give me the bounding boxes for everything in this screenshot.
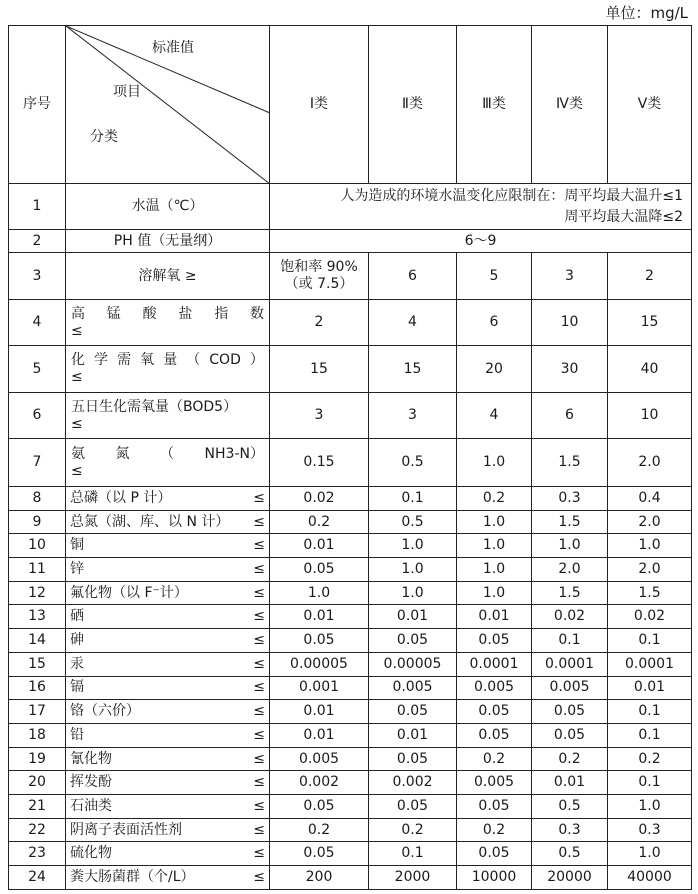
row-item <box>66 652 270 676</box>
value-cell: 0.05 <box>457 700 532 724</box>
row-no: 22 <box>9 818 66 842</box>
value-cell: 3 <box>532 253 608 300</box>
table-row <box>9 393 692 439</box>
value-cell: 15 <box>270 346 369 393</box>
row-no: 2 <box>9 230 66 253</box>
row-no: 7 <box>9 439 66 487</box>
row-item-label: 总磷（以 P 计） <box>70 489 172 506</box>
value-cell: 0.1 <box>608 700 692 724</box>
row-no: 11 <box>9 558 66 582</box>
row-item-line1 <box>71 446 264 463</box>
table-row <box>9 439 692 487</box>
value-cell: 5 <box>457 253 532 300</box>
row-item-label: 粪大肠菌群（个/L） <box>70 868 195 885</box>
row-item <box>66 866 270 890</box>
row-item <box>66 842 270 866</box>
row-no: 19 <box>9 747 66 771</box>
value-cell: 0.002 <box>270 771 369 795</box>
row-ph <box>9 230 692 253</box>
row-item-inequality: ≤ <box>253 632 265 649</box>
value-cell: 0.002 <box>369 771 457 795</box>
value-cell: 0.005 <box>532 676 608 700</box>
value-cell: 20000 <box>532 866 608 890</box>
row-item-label: 砷 <box>70 632 84 649</box>
row-no: 12 <box>9 581 66 605</box>
table-row <box>9 581 692 605</box>
value-cell: 0.05 <box>369 794 457 818</box>
value-cell: 1.5 <box>532 581 608 605</box>
header-class-2: Ⅱ类 <box>369 26 457 184</box>
value-cell: 6 <box>532 393 608 439</box>
header-class-5: Ⅴ类 <box>608 26 692 184</box>
value-cell: 1.5 <box>608 581 692 605</box>
value-cell: 2000 <box>369 866 457 890</box>
row-no: 17 <box>9 700 66 724</box>
row-item-inequality: ≤ <box>253 561 265 577</box>
table-row <box>9 771 692 795</box>
row-item-label: 挥发酚 <box>70 774 112 791</box>
row-item-inequality: ≤ <box>253 750 265 767</box>
row-item-label: 镉 <box>70 679 84 696</box>
value-cell: 2 <box>270 300 369 346</box>
row-no: 16 <box>9 676 66 700</box>
value-cell: 15 <box>608 300 692 346</box>
value-cell: 0.01 <box>608 676 692 700</box>
row-item: PH 值（无量纲） <box>66 230 270 253</box>
value-cell: 1.0 <box>369 534 457 558</box>
row-item-label: 铜 <box>70 537 84 554</box>
row-no: 3 <box>9 253 66 300</box>
value-cell: 30 <box>532 346 608 393</box>
row-no: 10 <box>9 534 66 558</box>
row-item <box>66 818 270 842</box>
value-cell: 0.2 <box>270 818 369 842</box>
row-item-line1 <box>71 399 264 416</box>
value-cell: 0.05 <box>270 629 369 653</box>
do-class1-line2: （或 7.5） <box>284 276 354 292</box>
row-item-part: 化 <box>71 352 85 369</box>
value-cell: 0.5 <box>532 842 608 866</box>
value-cell: 1.0 <box>369 581 457 605</box>
ph-value: 6～9 <box>270 230 692 253</box>
value-cell: 1.0 <box>608 534 692 558</box>
row-item-part: 量 <box>163 352 178 369</box>
value-cell: 6 <box>369 253 457 300</box>
row-item-label: 硫化物 <box>70 845 112 862</box>
value-cell: 0.5 <box>369 439 457 487</box>
value-cell: 4 <box>369 300 457 346</box>
table-row <box>9 300 692 346</box>
value-cell: 0.2 <box>608 747 692 771</box>
row-water-temperature <box>9 184 692 230</box>
header-row <box>9 26 692 184</box>
value-cell: 0.02 <box>270 487 369 511</box>
value-cell: 0.01 <box>369 723 457 747</box>
row-item <box>66 581 270 605</box>
row-item-label: 总氮（湖、库、以 N 计） <box>70 513 230 530</box>
value-cell: 0.05 <box>369 629 457 653</box>
row-item-inequality: ≤ <box>253 655 265 672</box>
table-row <box>9 629 692 653</box>
header-diagonal-cell <box>66 26 270 184</box>
value-cell: 0.4 <box>608 487 692 511</box>
table-row <box>9 700 692 724</box>
row-item-part: 学 <box>94 352 109 369</box>
row-item <box>66 700 270 724</box>
value-cell: 0.05 <box>369 700 457 724</box>
row-item-part: 指 <box>214 305 229 322</box>
value-cell: 0.05 <box>270 794 369 818</box>
value-cell: 0.05 <box>457 723 532 747</box>
value-cell: 2.0 <box>608 558 692 582</box>
row-item-part: 盐 <box>178 305 193 322</box>
row-item-label: 氟化物（以 F⁻计） <box>70 584 188 601</box>
value-cell: 10 <box>608 393 692 439</box>
value-cell: 0.1 <box>608 723 692 747</box>
row-item <box>66 558 270 582</box>
row-item-label: 铬（六价） <box>70 703 140 720</box>
value-cell: 0.05 <box>532 723 608 747</box>
value-cell: 0.05 <box>457 794 532 818</box>
row-item-line1 <box>71 352 264 369</box>
table-row <box>9 605 692 629</box>
table-row <box>9 818 692 842</box>
row-item-part: （ <box>186 352 201 369</box>
row-item-label: 石油类 <box>70 797 112 814</box>
row-dissolved-oxygen <box>9 253 692 300</box>
value-cell: 0.2 <box>457 818 532 842</box>
table-row <box>9 866 692 890</box>
value-cell: 0.2 <box>369 818 457 842</box>
value-cell: 40000 <box>608 866 692 890</box>
table-row <box>9 652 692 676</box>
value-cell: 10000 <box>457 866 532 890</box>
row-no: 13 <box>9 605 66 629</box>
row-item <box>66 747 270 771</box>
row-item-part: 需 <box>117 352 132 369</box>
row-no: 1 <box>9 184 66 230</box>
value-cell: 0.2 <box>457 747 532 771</box>
table-row <box>9 842 692 866</box>
value-cell: 0.0001 <box>457 652 532 676</box>
header-class-3: Ⅲ类 <box>457 26 532 184</box>
value-cell: 0.1 <box>369 487 457 511</box>
table-row <box>9 676 692 700</box>
table-row <box>9 794 692 818</box>
row-item-inequality: ≤ <box>71 415 83 432</box>
value-cell: 0.3 <box>532 818 608 842</box>
table-row <box>9 558 692 582</box>
value-cell: 0.1 <box>608 629 692 653</box>
row-no: 24 <box>9 866 66 890</box>
row-item <box>66 605 270 629</box>
row-item-inequality: ≤ <box>253 726 265 743</box>
value-cell: 1.5 <box>532 439 608 487</box>
value-cell: 1.0 <box>457 534 532 558</box>
row-item-part: 锰 <box>106 305 121 322</box>
row-item-inequality: ≤ <box>71 462 83 479</box>
row-item-inequality: ≤ <box>253 821 265 838</box>
value-cell: 0.05 <box>270 558 369 582</box>
value-cell: 200 <box>270 866 369 890</box>
row-item <box>66 676 270 700</box>
value-cell <box>270 253 369 300</box>
do-class1-line1: 饱和率 90% <box>280 259 358 276</box>
row-item <box>66 510 270 534</box>
header-class-4: Ⅳ类 <box>532 26 608 184</box>
value-cell: 1.0 <box>608 842 692 866</box>
value-cell: 0.15 <box>270 439 369 487</box>
value-cell: 0.5 <box>532 794 608 818</box>
value-cell: 0.01 <box>270 605 369 629</box>
row-item-inequality: ≤ <box>253 513 265 530</box>
value-cell: 15 <box>369 346 457 393</box>
value-cell: 2 <box>608 253 692 300</box>
table-row <box>9 747 692 771</box>
value-cell: 0.00005 <box>270 652 369 676</box>
row-item: 溶解氧 ≥ <box>66 253 270 300</box>
table-row <box>9 346 692 393</box>
value-cell: 0.5 <box>369 510 457 534</box>
row-item-inequality: ≤ <box>253 679 265 696</box>
value-cell: 0.05 <box>457 629 532 653</box>
value-cell: 0.3 <box>608 818 692 842</box>
value-cell: 0.0001 <box>608 652 692 676</box>
row-item-part: ） <box>249 352 264 369</box>
row-item <box>66 629 270 653</box>
value-cell: 0.2 <box>532 747 608 771</box>
value-cell: 0.01 <box>270 534 369 558</box>
row-no: 18 <box>9 723 66 747</box>
row-no: 23 <box>9 842 66 866</box>
row-no: 14 <box>9 629 66 653</box>
row-item <box>66 300 270 346</box>
row-item-line1 <box>71 306 264 323</box>
row-item-inequality: ≤ <box>253 845 265 862</box>
row-item-label: 汞 <box>70 655 84 672</box>
row-no: 20 <box>9 771 66 795</box>
unit-label: 单位：mg/L <box>605 4 688 22</box>
row-item-inequality: ≤ <box>253 608 265 625</box>
header-category: 分类 <box>90 129 118 145</box>
header-standard-value: 标准值 <box>152 40 194 56</box>
row-item-label: 氰化物 <box>70 750 112 767</box>
row-item-part: 氮 <box>115 445 130 462</box>
row-item <box>66 439 270 487</box>
value-cell: 1.0 <box>369 558 457 582</box>
value-cell: 0.005 <box>369 676 457 700</box>
value-cell: 0.05 <box>457 842 532 866</box>
value-cell: 3 <box>369 393 457 439</box>
row-no: 5 <box>9 346 66 393</box>
value-cell: 6 <box>457 300 532 346</box>
value-cell: 0.005 <box>457 771 532 795</box>
value-cell: 0.0001 <box>532 652 608 676</box>
value-cell: 1.0 <box>457 439 532 487</box>
row-item-part: NH3-N） <box>204 445 264 462</box>
value-cell: 2.0 <box>608 439 692 487</box>
row-item-inequality: ≤ <box>71 322 83 339</box>
row-item-label: 硒 <box>70 608 84 625</box>
value-cell: 10 <box>532 300 608 346</box>
table-row <box>9 487 692 511</box>
row-no: 4 <box>9 300 66 346</box>
row-item-part: 酸 <box>142 305 157 322</box>
temperature-limit-line2: 周平均最大温降≤2 <box>564 208 683 225</box>
value-cell: 0.01 <box>457 605 532 629</box>
row-item-label: 铅 <box>70 726 84 743</box>
value-cell: 1.5 <box>532 510 608 534</box>
value-cell: 0.005 <box>270 747 369 771</box>
value-cell: 0.05 <box>532 700 608 724</box>
row-item-inequality: ≤ <box>253 797 265 814</box>
value-cell: 2.0 <box>608 510 692 534</box>
value-cell: 0.3 <box>532 487 608 511</box>
value-cell: 0.1 <box>608 771 692 795</box>
row-item <box>66 346 270 393</box>
row-item <box>66 487 270 511</box>
row-item-inequality: ≤ <box>253 703 265 720</box>
value-cell: 1.0 <box>270 581 369 605</box>
value-cell: 20 <box>457 346 532 393</box>
value-cell: 0.00005 <box>369 652 457 676</box>
table-row <box>9 534 692 558</box>
value-cell: 4 <box>457 393 532 439</box>
value-cell: 0.01 <box>369 605 457 629</box>
value-cell: 40 <box>608 346 692 393</box>
table-row <box>9 723 692 747</box>
row-item-label: 锌 <box>70 561 84 577</box>
row-item-inequality: ≤ <box>253 489 265 506</box>
row-item-part: COD <box>209 352 241 369</box>
row-item-part: （ <box>160 445 175 462</box>
row-item <box>66 393 270 439</box>
row-no: 21 <box>9 794 66 818</box>
table-row <box>9 510 692 534</box>
row-no: 6 <box>9 393 66 439</box>
value-cell: 0.005 <box>457 676 532 700</box>
row-item-part: 氨 <box>71 445 85 462</box>
row-item-inequality: ≤ <box>253 868 265 885</box>
value-cell: 1.0 <box>457 558 532 582</box>
value-cell: 1.0 <box>608 794 692 818</box>
value-cell: 1.0 <box>457 510 532 534</box>
water-quality-standard-table <box>8 25 692 890</box>
row-item-inequality: ≤ <box>253 774 265 791</box>
row-item-part: 数 <box>249 305 264 322</box>
value-cell: 1.0 <box>457 581 532 605</box>
row-item <box>66 794 270 818</box>
row-no: 9 <box>9 510 66 534</box>
row-item-inequality: ≤ <box>253 537 265 554</box>
value-cell: 0.05 <box>369 747 457 771</box>
temperature-limit-text <box>270 184 692 230</box>
row-item-part: 高 <box>71 305 85 322</box>
value-cell: 0.001 <box>270 676 369 700</box>
value-cell: 0.2 <box>457 487 532 511</box>
row-no: 15 <box>9 652 66 676</box>
row-item-part: 五日生化需氧量（BOD5） <box>71 398 238 415</box>
header-seq: 序号 <box>9 26 66 184</box>
row-item: 水温（℃） <box>66 184 270 230</box>
row-no: 8 <box>9 487 66 511</box>
row-item <box>66 534 270 558</box>
row-item-label: 阴离子表面活性剂 <box>70 821 182 838</box>
value-cell: 0.1 <box>532 629 608 653</box>
row-item-inequality: ≤ <box>71 369 83 385</box>
row-item-part: 氧 <box>140 352 155 369</box>
value-cell: 2.0 <box>532 558 608 582</box>
row-item <box>66 723 270 747</box>
value-cell: 0.2 <box>270 510 369 534</box>
value-cell: 0.1 <box>369 842 457 866</box>
header-item: 项目 <box>113 84 141 100</box>
value-cell: 0.01 <box>270 723 369 747</box>
value-cell: 0.01 <box>270 700 369 724</box>
value-cell: 0.02 <box>608 605 692 629</box>
row-item <box>66 771 270 795</box>
header-class-1: Ⅰ类 <box>270 26 369 184</box>
temperature-limit-line1: 人为造成的环境水温变化应限制在：周平均最大温升≤1 <box>340 187 683 204</box>
value-cell: 0.01 <box>532 771 608 795</box>
value-cell: 1.0 <box>532 534 608 558</box>
value-cell: 3 <box>270 393 369 439</box>
value-cell: 0.05 <box>270 842 369 866</box>
value-cell: 0.02 <box>532 605 608 629</box>
row-item-inequality: ≤ <box>253 584 265 601</box>
